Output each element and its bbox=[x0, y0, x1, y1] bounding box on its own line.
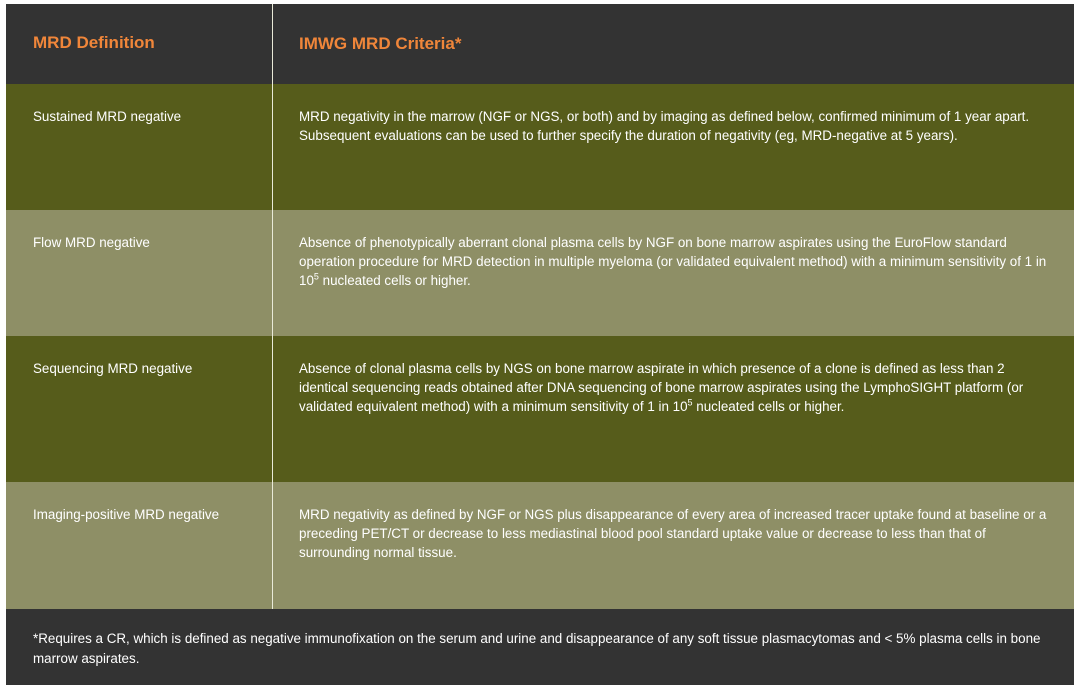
definition-cell: Sustained MRD negative bbox=[6, 84, 273, 210]
header-mrd-definition: MRD Definition bbox=[6, 4, 273, 84]
criteria-text: Absence of phenotypically aberrant clonal plasma cells by NGF on bone marrow aspirates using the EuroFlow standard operation procedure for MRD detection in multiple myeloma (or validated equivalent method) with a minimum sensitivity of 1 in 10 bbox=[299, 235, 1047, 288]
definition-cell: Flow MRD negative bbox=[6, 210, 273, 336]
table-header-row bbox=[6, 4, 1074, 84]
table-row-flow bbox=[6, 210, 1074, 336]
exponent: 5 bbox=[313, 271, 319, 282]
criteria-text-end: nucleated cells or higher. bbox=[692, 399, 845, 414]
definition-cell: Imaging-positive MRD negative bbox=[6, 482, 273, 609]
criteria-cell bbox=[273, 210, 1074, 336]
table-row-imaging bbox=[6, 482, 1074, 609]
criteria-cell: MRD negativity in the marrow (NGF or NGS, or both) and by imaging as defined below, confirmed minimum of 1 year apart. Subsequent evaluations can be used to further specify the duration of negativity (eg, MRD-negative at 5 years). bbox=[299, 109, 1030, 143]
table-footnote: *Requires a CR, which is defined as negative immunofixation on the serum and urine and disappearance of any soft tissue plasmacytomas and < 5% plasma cells in bone marrow aspirates. bbox=[6, 609, 1074, 685]
exponent: 5 bbox=[687, 397, 693, 408]
mrd-criteria-table bbox=[6, 4, 1074, 685]
table-row-sequencing bbox=[6, 336, 1074, 482]
criteria-cell bbox=[273, 336, 1074, 482]
criteria-text-end: nucleated cells or higher. bbox=[318, 273, 471, 288]
criteria-text: Absence of clonal plasma cells by NGS on bone marrow aspirate in which presence of a clone is defined as less than 2 identical sequencing reads obtained after DNA sequencing of bone marrow aspirates using the LymphoSIGHT platform (or validated equivalent method) with a minimum sensitivity of 1 in 10 bbox=[299, 361, 1024, 414]
definition-cell: Sequencing MRD negative bbox=[6, 336, 273, 482]
criteria-cell: MRD negativity as defined by NGF or NGS plus disappearance of every area of increased tracer uptake found at baseline or a preceding PET/CT or decrease to less mediastinal blood pool standard uptake value or decrease to less than that of surrounding normal tissue. bbox=[299, 507, 1047, 560]
table-row-sustained bbox=[6, 84, 1074, 210]
header-imwg-criteria: IMWG MRD Criteria* bbox=[299, 34, 462, 53]
